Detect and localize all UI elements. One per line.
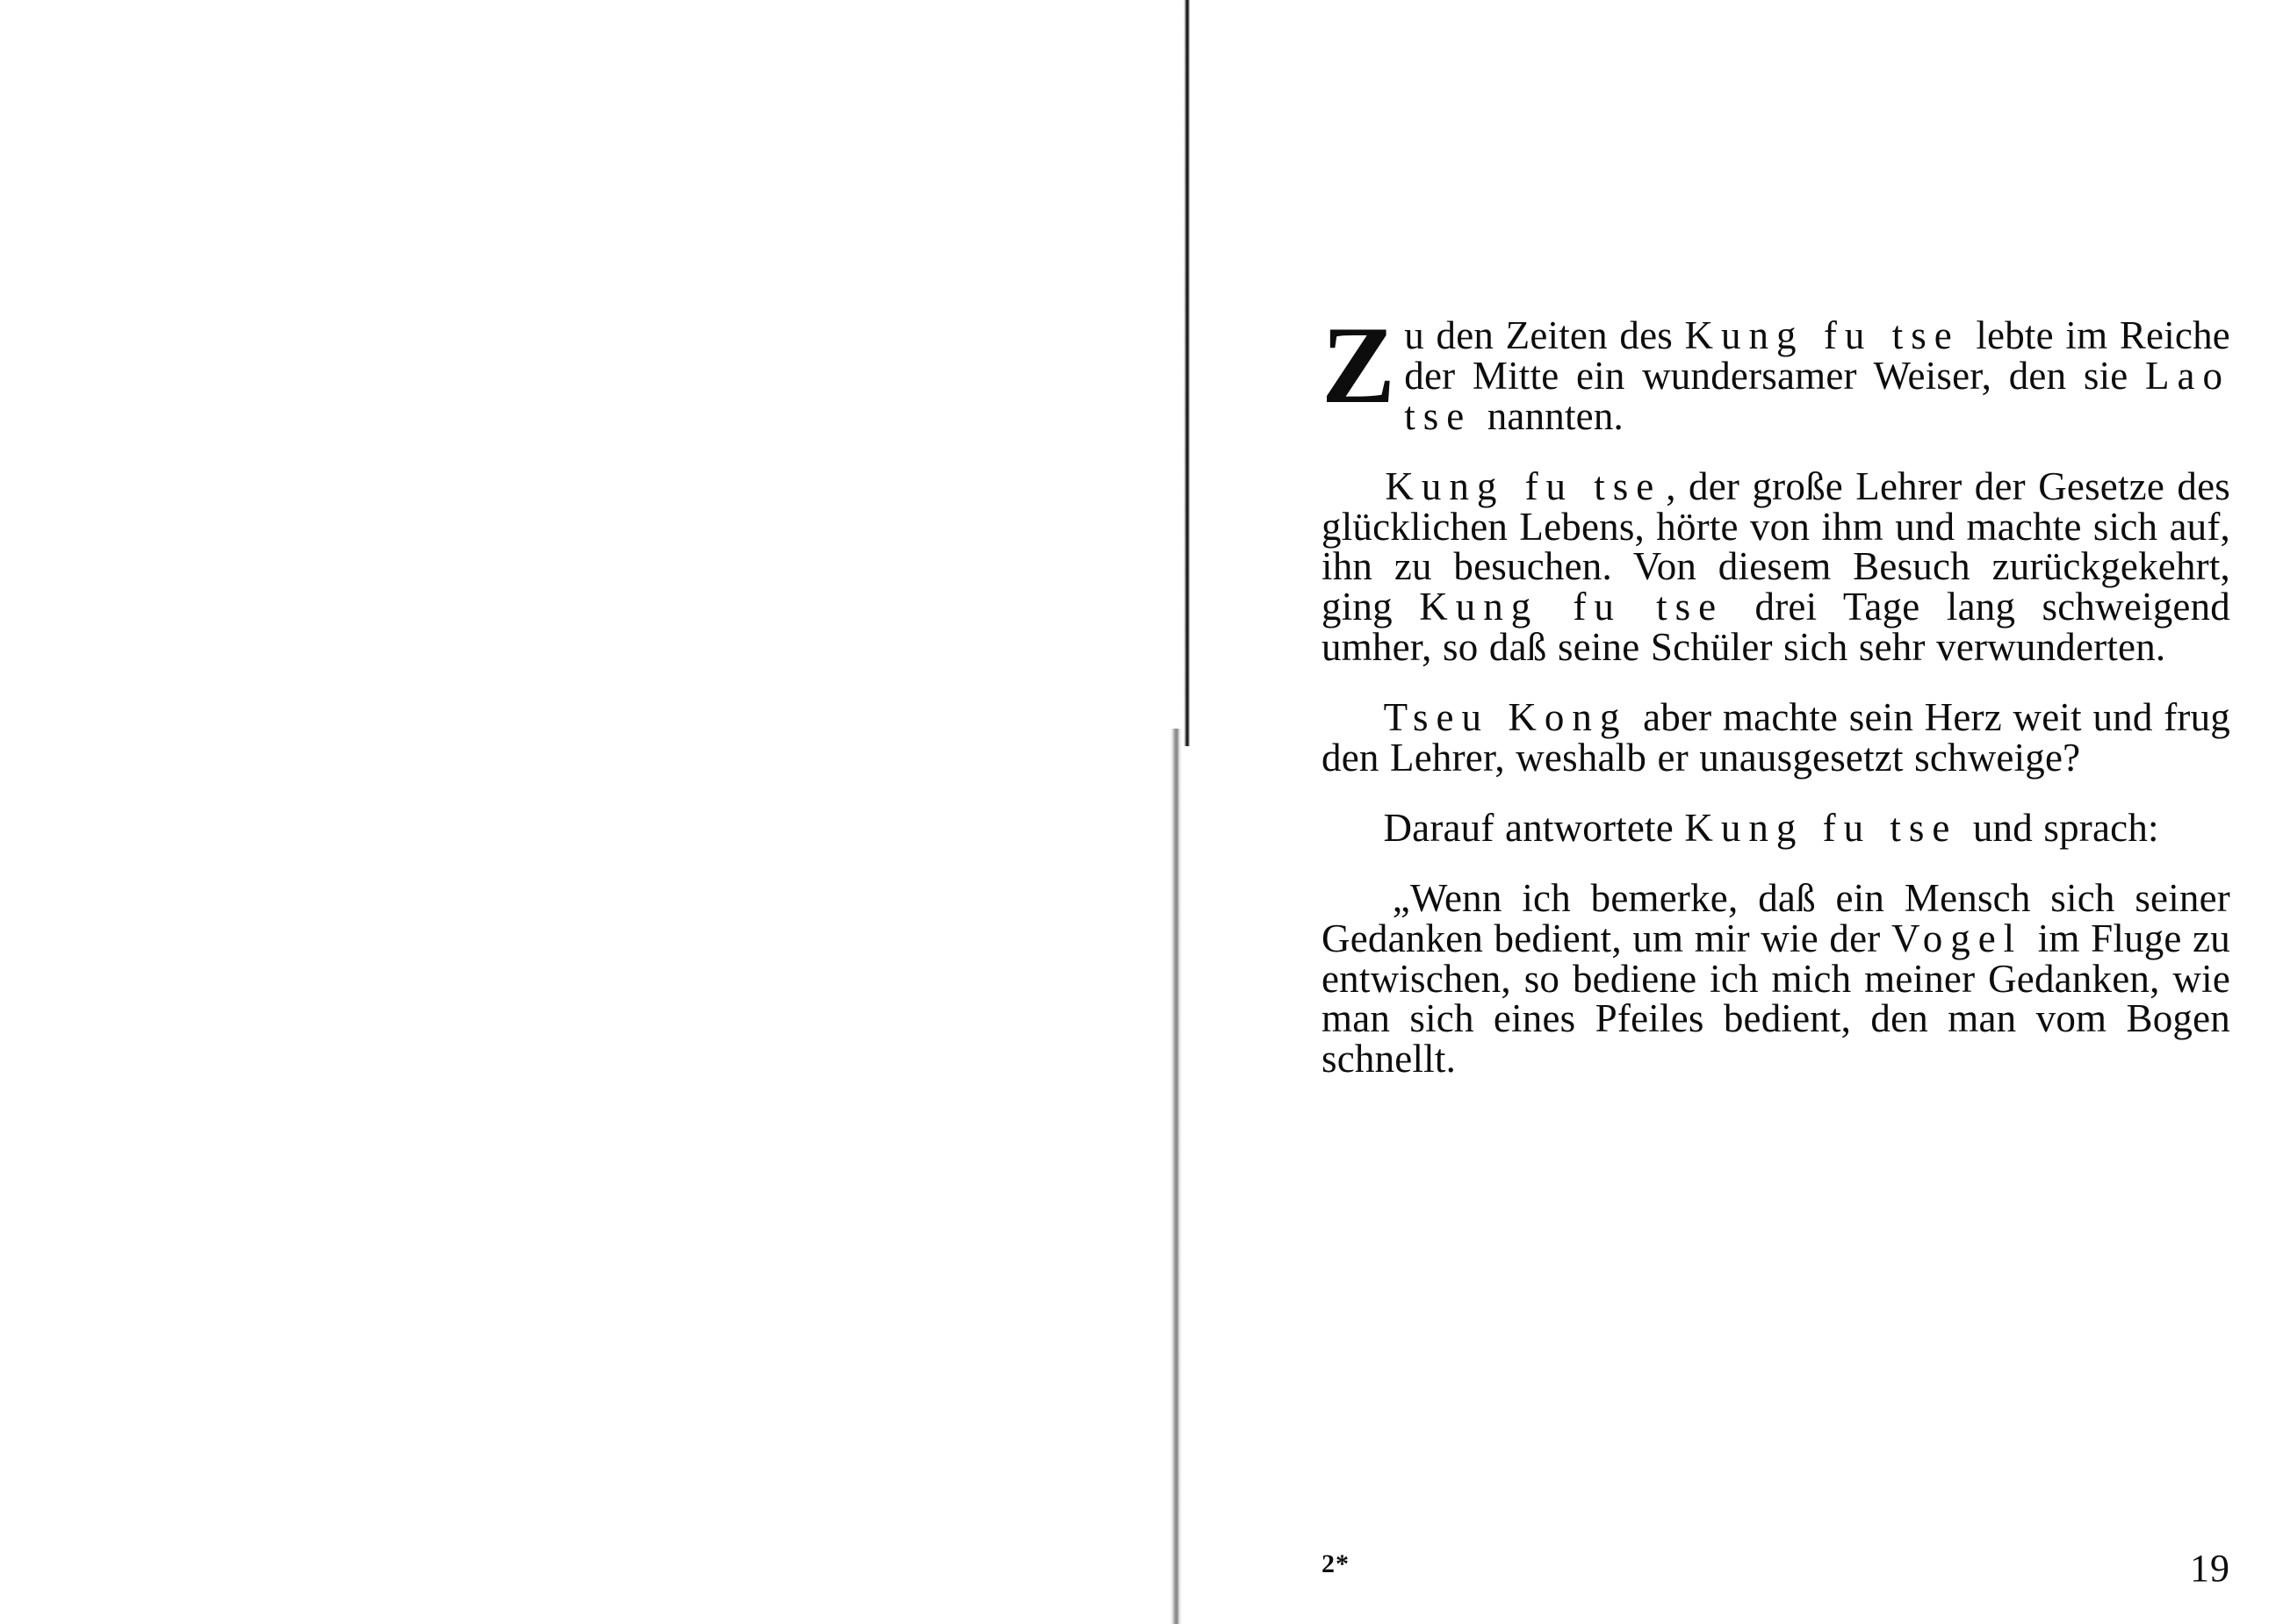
name-kung-fu-tse-1: Kung fu tse	[1684, 313, 1960, 357]
name-kung-fu-tse-2: Kung fu tse	[1385, 463, 1662, 508]
signature-mark: 2*	[1322, 1549, 1350, 1578]
right-text-page	[1190, 0, 2283, 1624]
paragraph-5-text-a: „Wenn ich bemerke, daß ein Mensch sich seiner Gedanken bedient, um mir wie der	[1322, 875, 2230, 960]
paragraph-2-text-b: drei Tage lang schweigend umher, so daß seine Schüler sich sehr verwunderten.	[1322, 585, 2230, 670]
paragraph-3	[1322, 695, 2230, 780]
paragraph-1	[1322, 305, 2230, 438]
binding-gutter-line-lower	[1170, 729, 1182, 1624]
name-tseu-kong: Tseu Kong	[1383, 695, 1628, 740]
name-lao-tse: Lao tse	[1404, 353, 2230, 438]
name-kung-fu-tse-4: Kung fu tse	[1684, 805, 1958, 850]
paragraph-2-text-a: , der große Lehrer der Gesetze des glücklichen Lebens, hörte von ihm und machte sich auf, ihn zu besuchen. Von diesem Besuch zurückgekehrt, ging	[1322, 463, 2230, 629]
paragraph-4-text-a: Darauf antwortete	[1383, 805, 1685, 850]
paragraph-4-text-b: und sprach:	[1962, 805, 2159, 850]
name-vogel: Vogel	[1891, 916, 2023, 960]
page-number: 19	[2190, 1547, 2230, 1590]
paragraph-5	[1322, 875, 2230, 1081]
paragraph-2	[1322, 463, 2230, 670]
paragraph-1-text-a: u den Zeiten des	[1404, 313, 1685, 357]
paragraph-3-text-a: aber machte sein Herz weit und frug den Lehrer, weshalb er unausgesetzt schweige?	[1322, 695, 2230, 780]
page-footer	[1322, 1549, 2230, 1593]
paragraph-4	[1322, 805, 2230, 850]
paragraph-1-text-c: nannten.	[1476, 393, 1624, 438]
body-text	[1322, 305, 2230, 1081]
drop-cap-letter: Z	[1322, 305, 1396, 427]
name-kung-fu-tse-3: Kung fu tse	[1419, 585, 1725, 629]
paragraph-5-text-b: im Fluge zu entwischen, so bediene ich mich meiner Gedanken, wie man sich eines Pfeiles bedient, den man vom Bogen schnellt.	[1322, 916, 2230, 1081]
paragraph-1-text-b: lebte im Reiche der Mitte ein wundersamer Weiser, den sie	[1404, 313, 2230, 398]
